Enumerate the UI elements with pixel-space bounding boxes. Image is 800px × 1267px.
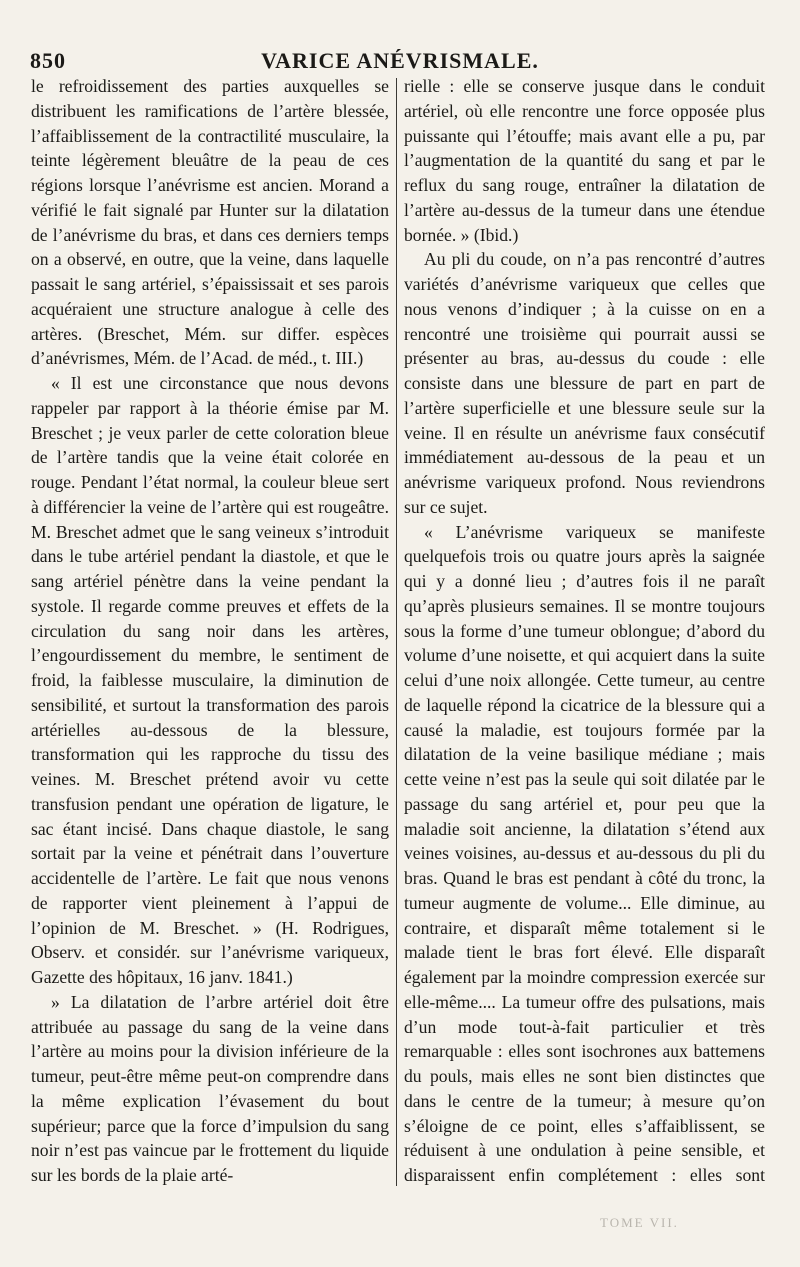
- page-number: 850: [30, 48, 66, 73]
- bleed-through-mark: TOME VII.: [600, 1215, 679, 1230]
- paragraph: rielle : elle se conserve jusque dans le conduit artériel, où elle rencontre une force opposée plus puissante qui l’étouffe; mais avant elle a pu, par l’augmentation de la quantité du sang et par le reflux du sang rouge, entraîner la dilatation de l’artère au-dessus de la tumeur dans une étendue bornée. » (Ibid.): [404, 76, 765, 245]
- paragraph: le refroidissement des parties auxquelles se distribuent les ramifications de l’artère blessée, l’affaiblissement de la contractilité musculaire, la teinte légèrement bleuâtre de la peau de ces régions lorsque l’anévrisme est ancien. Morand a vérifié le fait signalé par Hunter sur la dilatation de l’anévrisme du bras, et dans ces derniers temps on a observé, en outre, que la veine, dans laquelle passait le sang artériel, s’épaississait et ses parois acquéraient une structure analogue à celle des artères. (Breschet, Mém. sur differ. espèces d’anévrismes, Mém. de l’Acad. de méd., t. III.): [31, 76, 389, 369]
- paragraph: » La dilatation de l’arbre artériel doit être attribuée au passage du sang de la veine dans l’artère au moins pour la division inférieure de la tumeur, peut-être même peut-on comprendre dans la même explication l’évasement du bout supérieur; parce que la force d’impulsion du sang noir n’est pas vaincue par le frottement du liquide sur les bords de la plaie arté-: [31, 991, 389, 1185]
- paragraph: Au pli du coude, on n’a pas rencontré d’autres variétés d’anévrisme variqueux que celles que nous venons d’indiquer ; à la cuisse on en a rencontré une troisième qui pourrait aussi se présenter au bras, au-dessus du coude : elle consiste dans une blessure de part en part de l’artère superficielle et une blessure seule sur la veine. Il en résulte un anévrisme faux consécutif immédiatement au-dessous de la peau et un anévrisme variqueux profond. Nous reviendrons sur ce sujet.: [404, 249, 765, 517]
- paragraph: « L’anévrisme variqueux se manifeste quelquefois trois ou quatre jours après la saignée qui y a donné lieu ; d’autres fois il ne paraît qu’après plusieurs semaines. Il se montre toujours sous la forme d’une tumeur oblongue; d’abord du volume d’une noisette, et qui acquiert dans la suite celui d’une noix allongée. Cette tumeur, au centre de laquelle répond la cicatrice de la blessure qui a causé la maladie, est toujours formée par la dilatation de la veine basilique médiane ; mais cette veine n’est pas la seule qui soit dilatée par le passage du sang artériel et, pour peu que la maladie soit ancienne, la dilatation s’étend aux veines voisines, au-dessus et au-dessous du pli du bras. Quand le bras est pendant à côté du tronc, la tumeur augmente de volume... Elle diminue, au contraire, et disparaît même totalement si le malade tient le bras fort élevé. Elle disparaît également par la moindre compression exercée sur elle-même.... La tumeur offre des pulsations, mais d’un mode tout-à-fait particulier et très remarquable : elles sont isochrones aux battemens du pouls, mais elles ne sont bien distinctes que dans le centre de la tumeur; à mesure qu’on s’éloigne de ce point, elles s’affaiblissent, se réduisent à une ondulation à peine sensible, et disparaissent enfin complétement : elles sont: [404, 521, 765, 1185]
- running-title: VARICE ANÉVRISMALE.: [261, 48, 539, 73]
- page-header: [30, 44, 770, 78]
- column-divider: [396, 78, 397, 1186]
- paragraph: « Il est une circonstance que nous devons rappeler par rapport à la théorie émise par M. Breschet ; je veux parler de cette coloration bleue de l’artère tandis que la veine était colorée en rouge. Pendant l’état normal, la couleur bleue sert à différencier la veine de l’artère qui est rougeâtre. M. Breschet admet que le sang veineux s’introduit dans le tube artériel pendant la diastole, et que le sang artériel pénètre dans la veine pendant la systole. Il regarde comme preuves et effets de la circulation du sang noir dans les artères, l’engourdissement du membre, le sentiment de froid, la faiblesse musculaire, la diminution de sensibilité, et surtout la transformation des parois artérielles au-dessous de la blessure, transformation qui les rapproche du tissu des veines. M. Breschet prétend avoir vu cette transfusion pendant une opération de ligature, le sac étant incisé. Dans chaque diastole, le sang sortait par la veine et pénétrait dans l’ouverture accidentelle de l’artère. Le fait que nous venons de rapporter vient pleinement à l’appui de l’opinion de M. Breschet. » (H. Rodrigues, Observ. et considér. sur l’anévrisme variqueux, Gazette des hôpitaux, 16 janv. 1841.): [31, 373, 389, 987]
- right-column: [404, 74, 765, 1189]
- left-column: [31, 74, 389, 1189]
